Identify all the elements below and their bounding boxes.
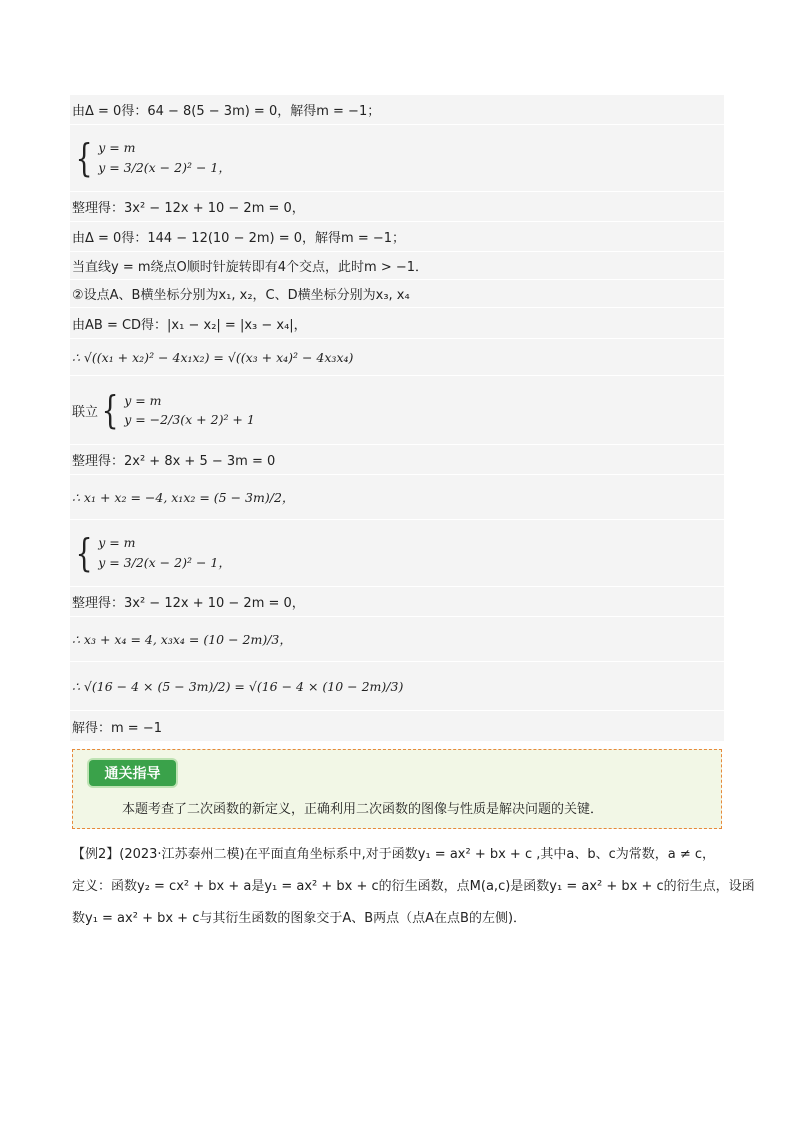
solution-line: 当直线y = m绕点O顺时针旋转即有4个交点，此时m > −1． bbox=[70, 252, 724, 280]
example-line: 定义：函数y₂ = cx² + bx + a是y₁ = ax² + bx + c的衍生函数，点M(a,c)是函数y₁ = ax² + bx + c的衍生点，设函 bbox=[72, 879, 755, 894]
solution-line: ∴ x₃ + x₄ = 4, x₃x₄ = (10 − 2m)/3， bbox=[70, 617, 724, 662]
solution-line: 整理得：2x² + 8x + 5 − 3m = 0 bbox=[70, 445, 724, 475]
solution-line: ②设点A、B横坐标分别为x₁, x₂，C、D横坐标分别为x₃, x₄ bbox=[70, 280, 724, 308]
system-row: y = m bbox=[98, 535, 136, 551]
brace-icon: { bbox=[75, 531, 93, 575]
solution-line: 整理得：3x² − 12x + 10 − 2m = 0， bbox=[70, 192, 724, 222]
system-row: y = 3/2(x − 2)² − 1， bbox=[98, 159, 231, 175]
guide-box bbox=[72, 749, 722, 829]
solution-line: 由Δ = 0得：64 − 8(5 − 3m) = 0，解得m = −1； bbox=[70, 95, 724, 125]
solution-line: ∴ √((x₁ + x₂)² − 4x₁x₂) = √((x₃ + x₄)² − 4x₃x₄) bbox=[70, 339, 724, 376]
system-row: y = −2/3(x + 2)² + 1 bbox=[124, 412, 255, 427]
brace-icon: { bbox=[75, 136, 93, 180]
example-line: 【例2】(2023·江苏泰州二模)在平面直角坐标系中,对于函数y₁ = ax² + bx + c ,其中a、b、c为常数，a ≠ c， bbox=[72, 847, 716, 862]
system-row: y = 3/2(x − 2)² − 1， bbox=[98, 554, 231, 570]
solution-line: 由AB = CD得：|x₁ − x₂| = |x₃ − x₄|， bbox=[70, 308, 724, 339]
solution-line: ∴ √(16 − 4 × (5 − 3m)/2) = √(16 − 4 × (10 − 2m)/3) bbox=[70, 662, 724, 711]
equation-system bbox=[70, 520, 724, 587]
system-row: y = m bbox=[98, 140, 136, 156]
solution-line: ∴ x₁ + x₂ = −4, x₁x₂ = (5 − 3m)/2， bbox=[70, 475, 724, 520]
solution-line: 整理得：3x² − 12x + 10 − 2m = 0， bbox=[70, 587, 724, 617]
guide-text: 本题考查了二次函数的新定义，正确利用二次函数的图像与性质是解决问题的关键． bbox=[122, 802, 604, 817]
guide-badge: 通关指导 bbox=[89, 760, 176, 786]
brace-icon: { bbox=[101, 388, 119, 432]
equation-system: 联立 { y = m y = −2/3(x + 2)² + 1 bbox=[70, 376, 724, 445]
system-row: y = m bbox=[124, 393, 162, 408]
equation-system bbox=[70, 125, 724, 192]
example-line: 数y₁ = ax² + bx + c与其衍生函数的图象交于A、B两点（点A在点B的左侧)． bbox=[72, 911, 527, 926]
solution-line: 由Δ = 0得：144 − 12(10 − 2m) = 0，解得m = −1； bbox=[70, 222, 724, 252]
solution-line: 解得：m = −1 bbox=[70, 711, 724, 742]
solution-block bbox=[70, 95, 724, 742]
